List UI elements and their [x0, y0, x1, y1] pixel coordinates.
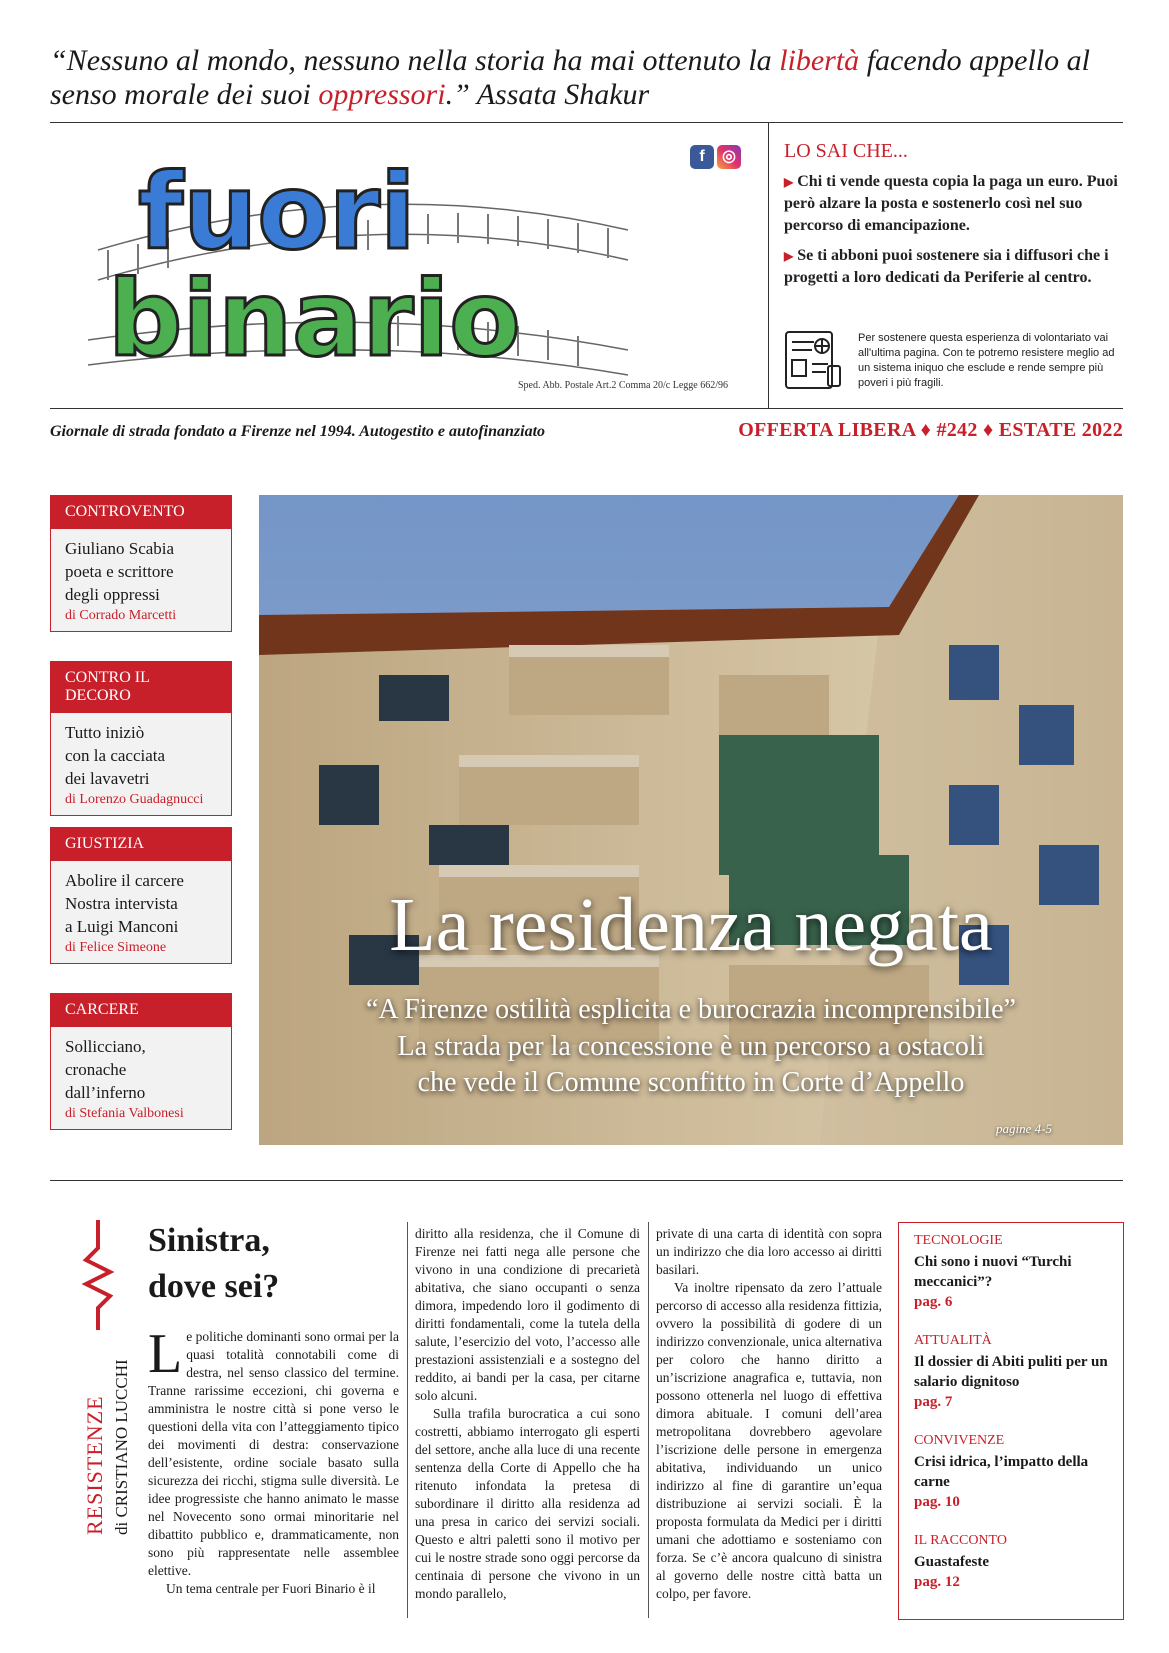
- sidebar-section-label: CONTROVENTO: [51, 496, 231, 529]
- contents-category: IL RACCONTO: [914, 1533, 1007, 1548]
- contents-category: TECNOLOGIE: [914, 1233, 1003, 1248]
- quote-part-2: facendo appello al senso morale dei suoi: [50, 44, 1090, 111]
- article-paragraph: Sulla trafila burocratica a cui sono costretti, abbiamo interrogato gli esperti del settore, anche alla luce di una recente sentenza della Corte di Appello che ha ritenuto infondata la pretesa di subordinare il diritto alla residenza ad una presa in carico dei servizi sociali. Questo e altri paletti sono il motivo per cui le nostre strade sono oggi percorse da centinaia di persone che vivono in un mondo parallelo,: [415, 1406, 640, 1601]
- hero-page-reference: pagine 4-5: [996, 1121, 1052, 1136]
- contents-title: Crisi idrica, l’impatto della carne: [914, 1454, 1089, 1490]
- contents-category: CONVIVENZE: [914, 1433, 1005, 1448]
- article-paragraph: private di una carta di identità con sopra un indirizzo che dia loro accesso ai diritti basilari.: [656, 1226, 882, 1277]
- article-title: [148, 1218, 388, 1310]
- sidebar-line: poeta e scrittore: [65, 562, 174, 581]
- sidebar-line: Sollicciano,: [65, 1037, 146, 1056]
- contents-title: Chi sono i nuovi “Turchi meccanici”?: [914, 1254, 1072, 1290]
- quote-highlight-oppressori: oppressori: [318, 78, 446, 111]
- article-column-1: [148, 1323, 399, 1598]
- article-paragraph: diritto alla residenza, che il Comune di Firenze nei fatti nega alle persone che vivono in una condizione di precarietà abitativa, che siano occupanti o senza dimora, impedendo loro il godimento di diritti fondamentali, come la tutela della salute, l’esercizio del voto, l’accesso alle prestazioni assistenziali e a sostegno del reddito, ai bandi per la casa, per citarne solo alcuni.: [415, 1226, 640, 1403]
- lo-sai-item-1: ▶ Chi ti vende questa copia la paga un euro. Puoi però alzare la posta e sostenerlo così nel suo percorso di emancipazione.: [784, 173, 1118, 234]
- contents-title: Guastafeste: [914, 1554, 989, 1570]
- sidebar-line: dei lavavetri: [65, 769, 150, 788]
- contents-page: pag. 6: [914, 1294, 953, 1310]
- sidebar-box-giustizia[interactable]: [50, 827, 232, 964]
- contents-item-il-racconto[interactable]: [914, 1533, 1114, 1591]
- sidebar-section-label: CONTRO IL DECORO: [51, 662, 231, 713]
- sidebar-line: Nostra intervista: [65, 894, 178, 913]
- tagline: Giornale di strada fondato a Firenze nel 1994. Autogestito e autofinanziato: [50, 423, 546, 440]
- contents-title: Il dossier di Abiti puliti per un salario dignitoso: [914, 1354, 1108, 1390]
- sidebar-line: cronache: [65, 1060, 127, 1079]
- railway-track-illustration: [68, 140, 748, 380]
- logo-word-fuori: fuori: [138, 151, 416, 273]
- facebook-icon[interactable]: f: [690, 145, 714, 169]
- postal-notice: Sped. Abb. Postale Art.2 Comma 20/c Legge 662/96: [518, 380, 728, 391]
- volunteer-text: Per sostenere questa esperienza di volontariato vai all'ultima pagina. Con te potremo resistere meglio ad un sistema iniquo che esclude e rende sempre più poveri i più fragili.: [858, 332, 1115, 389]
- article-title-line: dove sei?: [148, 1268, 280, 1305]
- hero-subtitle-line-3: che vede il Comune sconfitto in Corte d’Appello: [417, 1067, 965, 1098]
- article-paragraph: Un tema centrale per Fuori Binario è il: [166, 1581, 376, 1596]
- article-column-2: [415, 1225, 640, 1603]
- article-byline: di CRISTIANO LUCCHI: [112, 1359, 131, 1535]
- logo-vertical-divider: [768, 122, 769, 408]
- sidebar-line: con la cacciata: [65, 746, 166, 765]
- social-icons: [690, 145, 746, 173]
- article-paragraph: Va inoltre ripensato da zero l’attuale percorso di accesso alla residenza fittizia, ovvero la possibilità di godere di un indirizzo convenzionale, unica alternativa per coloro che hanno diritto a un’iscrizione anagrafica e, tuttavia, non possono ottenerla nel luogo di effettiva dimora abituale. I comuni dell’area metropolitana dovrebbero agevolare l’iscrizione delle persone in emergenza abitativa, individuando un unico indirizzo al fine di garantire un’equa distribuzione ai servizi sociali. È la proposta formulata da Medici per i diritti umani che adottiamo e sosteniamo con forza. Se c’è ancora qualcuno di sinistra al governo delle nostre città batta un colpo, per favore.: [656, 1280, 882, 1601]
- sidebar-line: Tutto iniziò: [65, 723, 145, 742]
- contents-item-convivenze[interactable]: [914, 1433, 1114, 1511]
- sidebar-line: Abolire il carcere: [65, 871, 184, 890]
- triangle-bullet-icon: ▶: [784, 175, 794, 189]
- quote-part-1: “Nessuno al mondo, nessuno nella storia ha mai ottenuto la: [50, 44, 780, 77]
- column-rubric: RESISTENZE: [82, 1395, 107, 1535]
- issue-info: OFFERTA LIBERA ♦ #242 ♦ ESTATE 2022: [738, 419, 1123, 441]
- sidebar-box-carcere[interactable]: [50, 993, 232, 1130]
- sidebar-body: [51, 861, 231, 963]
- hero-subtitle-line-2: La strada per la concessione è un percorso a ostacoli: [397, 1031, 985, 1062]
- masthead-divider: [50, 408, 1123, 409]
- contents-item-tecnologie[interactable]: [914, 1233, 1114, 1311]
- drop-cap: L: [148, 1323, 183, 1385]
- contents-item-attualita[interactable]: [914, 1333, 1114, 1411]
- sidebar-line: Giuliano Scabia: [65, 539, 175, 558]
- header-quote: [50, 44, 1130, 112]
- sidebar-line: a Luigi Manconi: [65, 917, 179, 936]
- article-column-3: [656, 1225, 882, 1603]
- hero-subtitle-quote: “A Firenze ostilità esplicita e burocrazia incomprensibile”: [366, 994, 1016, 1025]
- hero-headline: La residenza negata: [389, 883, 993, 967]
- article-title-line: Sinistra,: [148, 1222, 270, 1259]
- sidebar-line: degli oppressi: [65, 585, 160, 604]
- sidebar-author: di Stefania Valbonesi: [65, 1106, 184, 1121]
- lo-sai-che-title: LO SAI CHE...: [784, 140, 908, 162]
- contents-page: pag. 12: [914, 1574, 960, 1590]
- sidebar-section-label: GIUSTIZIA: [51, 828, 231, 861]
- sidebar-body: [51, 1027, 231, 1129]
- instagram-icon[interactable]: ◎: [717, 145, 741, 169]
- top-divider: [50, 122, 1123, 123]
- column-separator: [648, 1222, 649, 1618]
- quote-part-3: .” Assata Shakur: [445, 78, 650, 111]
- sidebar-line: dall’inferno: [65, 1083, 146, 1102]
- contents-box: [898, 1222, 1124, 1620]
- sidebar-body: [51, 713, 231, 815]
- sidebar-author: di Lorenzo Guadagnucci: [65, 792, 204, 807]
- article-divider: [50, 1180, 1123, 1181]
- sidebar-author: di Felice Simeone: [65, 940, 167, 955]
- masthead-logo: [68, 140, 748, 380]
- sidebar-box-contro-il-decoro[interactable]: [50, 661, 232, 816]
- quote-highlight-liberta: libertà: [779, 44, 860, 77]
- logo-word-binario: binario: [108, 258, 521, 380]
- article-paragraph: e politiche dominanti sono ormai per la quasi totalità connotabili come di destra, nel senso classico del termine. Tranne rarissime eccezioni, chi governa e amministra le nostre città si pone verso le questioni della vita con l’atteggiamento tipico dei movimenti di destra: conservazione dell’esistente, ordine sociale basato sulla sicurezza dei ricchi, stigma sulle diversità. Le idee progressiste che hanno animato le masse nel Novecento sono ormai minoritarie nel dibattito pubblico e, drammaticamente, non sono più rappresentate nelle assemblee elettive.: [148, 1329, 399, 1578]
- contents-category: ATTUALITÀ: [914, 1333, 992, 1348]
- sidebar-section-label: CARCERE: [51, 994, 231, 1027]
- volunteer-form-icon: [784, 328, 844, 392]
- sidebar-body: [51, 529, 231, 631]
- contents-page: pag. 7: [914, 1394, 953, 1410]
- sidebar-box-controvento[interactable]: [50, 495, 232, 632]
- triangle-bullet-icon: ▶: [784, 249, 794, 263]
- sidebar-author: di Corrado Marcetti: [65, 608, 177, 623]
- contents-page: pag. 10: [914, 1494, 960, 1510]
- lo-sai-che-box: [784, 140, 1124, 297]
- lo-sai-item-2: ▶ Se ti abboni puoi sostenere sia i diffusori che i progetti a loro dedicati da Periferie al centro.: [784, 247, 1109, 286]
- column-separator: [407, 1222, 408, 1618]
